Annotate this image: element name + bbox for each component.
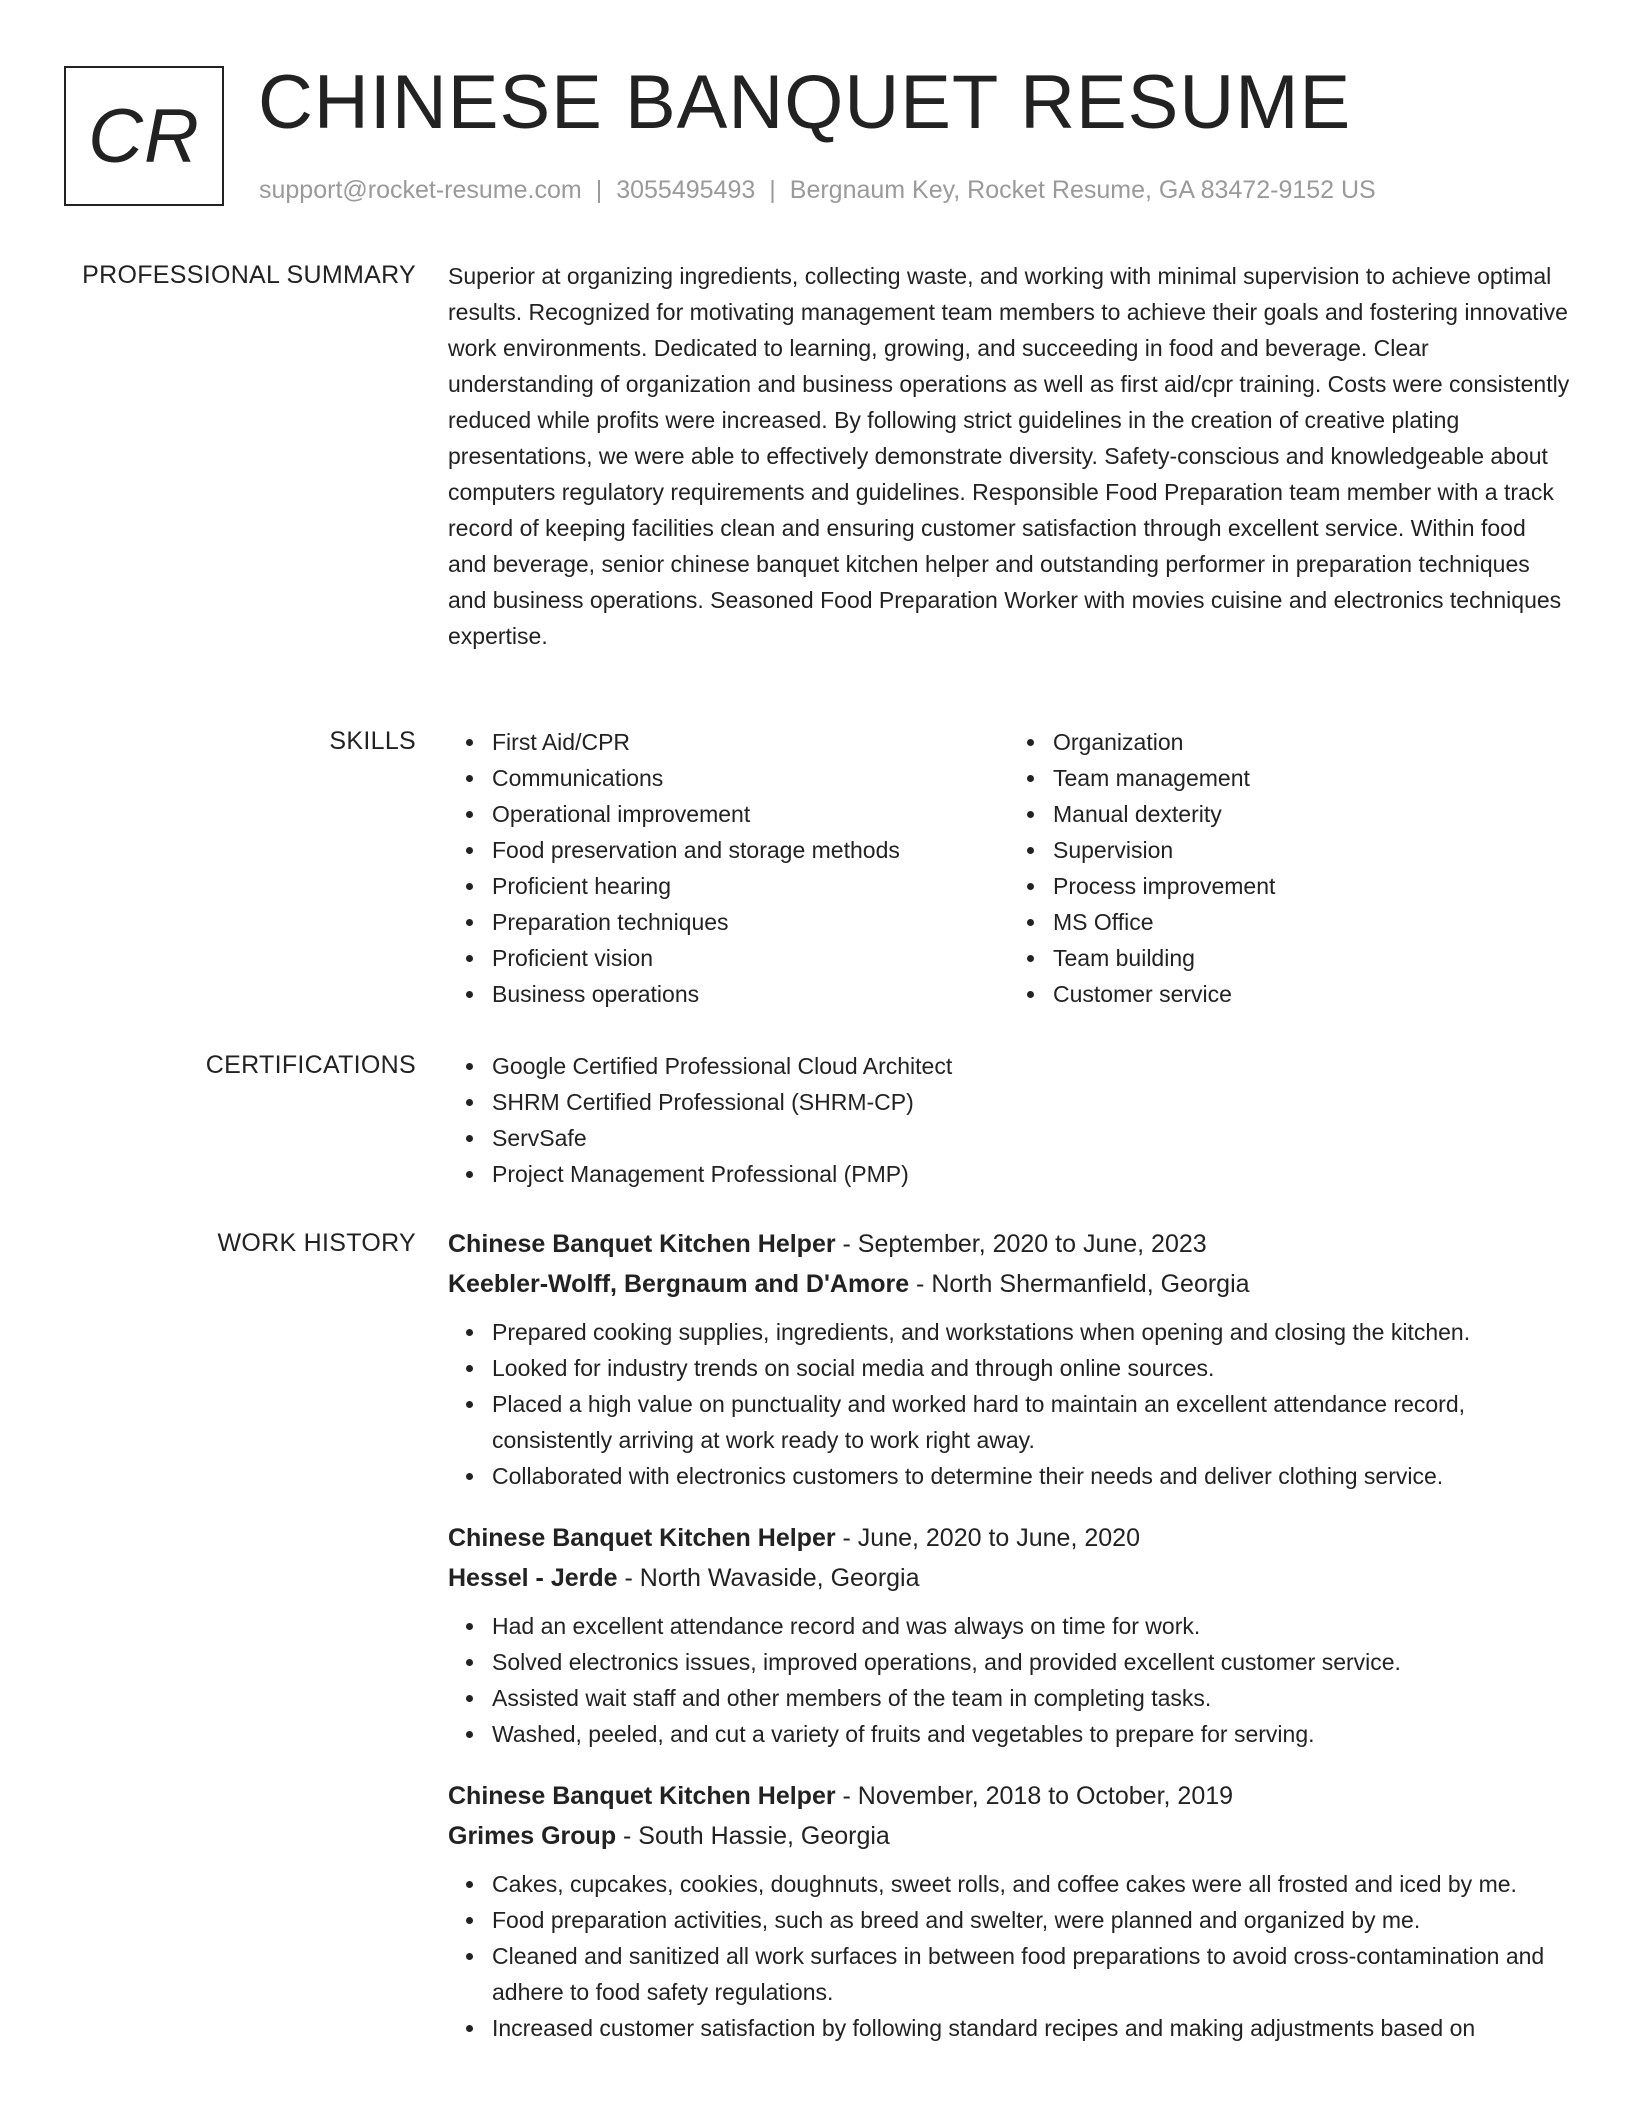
job-entry: [448, 1518, 1570, 1752]
section-label-certifications: CERTIFICATIONS: [205, 1051, 416, 1079]
monogram-logo: CR: [64, 66, 224, 206]
job-duty: Prepared cooking supplies, ingredients, and workstations when opening and closing the kitchen.: [492, 1314, 1570, 1350]
contact-phone[interactable]: 3055495493: [616, 176, 756, 204]
skill-item: Process improvement: [1053, 868, 1570, 904]
job-duty: Cakes, cupcakes, cookies, doughnuts, sweet rolls, and coffee cakes were all frosted and iced by me.: [492, 1866, 1570, 1902]
skill-item: Organization: [1053, 724, 1570, 760]
skills-body: [448, 724, 1570, 1012]
skill-item: Operational improvement: [492, 796, 1009, 832]
job-dates: - June, 2020 to June, 2020: [835, 1524, 1140, 1552]
job-title-line: [448, 1224, 1570, 1264]
job-duty: Washed, peeled, and cut a variety of fruits and vegetables to prepare for serving.: [492, 1716, 1570, 1752]
skill-item: First Aid/CPR: [492, 724, 1009, 760]
skills-list-right: [1009, 724, 1570, 1012]
job-company-line: [448, 1558, 1570, 1598]
job-duty: Food preparation activities, such as breed and swelter, were planned and organized by me.: [492, 1902, 1570, 1938]
certifications-body: [448, 1048, 1570, 1192]
skill-item: Communications: [492, 760, 1009, 796]
job-location: - South Hassie, Georgia: [616, 1822, 890, 1850]
skill-item: MS Office: [1053, 904, 1570, 940]
skill-item: Proficient vision: [492, 940, 1009, 976]
job-dates: - November, 2018 to October, 2019: [835, 1782, 1234, 1810]
section-label-summary: PROFESSIONAL SUMMARY: [82, 261, 416, 289]
skill-item: Manual dexterity: [1053, 796, 1570, 832]
skill-item: Business operations: [492, 976, 1009, 1012]
job-duty: Placed a high value on punctuality and worked hard to maintain an excellent attendance record, consistently arriving at work ready to work right away.: [492, 1386, 1570, 1458]
certifications-list: [448, 1048, 1570, 1192]
job-duty: Cleaned and sanitized all work surfaces in between food preparations to avoid cross-contamination and adhere to food safety regulations.: [492, 1938, 1570, 2010]
resume-title: CHINESE BANQUET RESUME: [258, 60, 1352, 145]
job-entry: [448, 1224, 1570, 1494]
job-duty: Assisted wait staff and other members of the team in completing tasks.: [492, 1680, 1570, 1716]
contact-separator: |: [769, 176, 776, 204]
job-company-line: [448, 1264, 1570, 1304]
skill-item: Customer service: [1053, 976, 1570, 1012]
skill-item: Food preservation and storage methods: [492, 832, 1009, 868]
skill-item: Supervision: [1053, 832, 1570, 868]
section-label-skills: SKILLS: [329, 727, 416, 755]
certification-item: ServSafe: [492, 1120, 1570, 1156]
job-duties-list: [448, 1608, 1570, 1752]
section-label-work-history: WORK HISTORY: [217, 1229, 416, 1257]
job-title: Chinese Banquet Kitchen Helper: [448, 1230, 836, 1258]
job-duty: Had an excellent attendance record and was always on time for work.: [492, 1608, 1570, 1644]
summary-text: Superior at organizing ingredients, collecting waste, and working with minimal supervision to achieve optimal results. Recognized for motivating management team members to achieve their goals and fostering innovative work environments. Dedicated to learning, growing, and succeeding in food and beverage. Clear understanding of organization and business operations as well as first aid/cpr training. Costs were consistently reduced while profits were increased. By following strict guidelines in the creation of creative plating presentations, we were able to effectively demonstrate diversity. Safety-conscious and knowledgeable about computers regulatory requirements and guidelines. Responsible Food Preparation team member with a track record of keeping facilities clean and ensuring customer satisfaction through excellent service. Within food and beverage, senior chinese banquet kitchen helper and outstanding performer in preparation techniques and business operations. Seasoned Food Preparation Worker with movies cuisine and electronics techniques expertise.: [448, 263, 1570, 649]
job-duty: Collaborated with electronics customers to determine their needs and deliver clothing service.: [492, 1458, 1570, 1494]
certification-item: SHRM Certified Professional (SHRM-CP): [492, 1084, 1570, 1120]
job-company: Grimes Group: [448, 1822, 617, 1850]
contact-address: Bergnaum Key, Rocket Resume, GA 83472-9152 US: [789, 176, 1376, 204]
job-entry: [448, 1776, 1570, 2046]
job-duty: Solved electronics issues, improved operations, and provided excellent customer service.: [492, 1644, 1570, 1680]
job-title: Chinese Banquet Kitchen Helper: [448, 1782, 836, 1810]
skills-list-left: [448, 724, 1009, 1012]
job-duties-list: [448, 1866, 1570, 2046]
job-duty: Increased customer satisfaction by following standard recipes and making adjustments based on: [492, 2010, 1570, 2046]
job-title-line: [448, 1518, 1570, 1558]
job-dates: - September, 2020 to June, 2023: [835, 1230, 1207, 1258]
job-company-line: [448, 1816, 1570, 1856]
work-history-body: [448, 1224, 1570, 2070]
skill-item: Team building: [1053, 940, 1570, 976]
contact-line: [259, 174, 1376, 206]
job-company: Keebler-Wolff, Bergnaum and D'Amore: [448, 1270, 910, 1298]
job-title: Chinese Banquet Kitchen Helper: [448, 1524, 836, 1552]
skill-item: Preparation techniques: [492, 904, 1009, 940]
job-location: - North Shermanfield, Georgia: [909, 1270, 1250, 1298]
job-title-line: [448, 1776, 1570, 1816]
job-duties-list: [448, 1314, 1570, 1494]
skill-item: Team management: [1053, 760, 1570, 796]
certification-item: Google Certified Professional Cloud Architect: [492, 1048, 1570, 1084]
summary-body: [448, 258, 1570, 654]
job-location: - North Wavaside, Georgia: [617, 1564, 920, 1592]
skill-item: Proficient hearing: [492, 868, 1009, 904]
contact-separator: |: [595, 176, 603, 204]
job-company: Hessel - Jerde: [448, 1564, 618, 1592]
job-duty: Looked for industry trends on social media and through online sources.: [492, 1350, 1570, 1386]
certification-item: Project Management Professional (PMP): [492, 1156, 1570, 1192]
contact-email[interactable]: support@rocket-resume.com: [259, 176, 582, 204]
